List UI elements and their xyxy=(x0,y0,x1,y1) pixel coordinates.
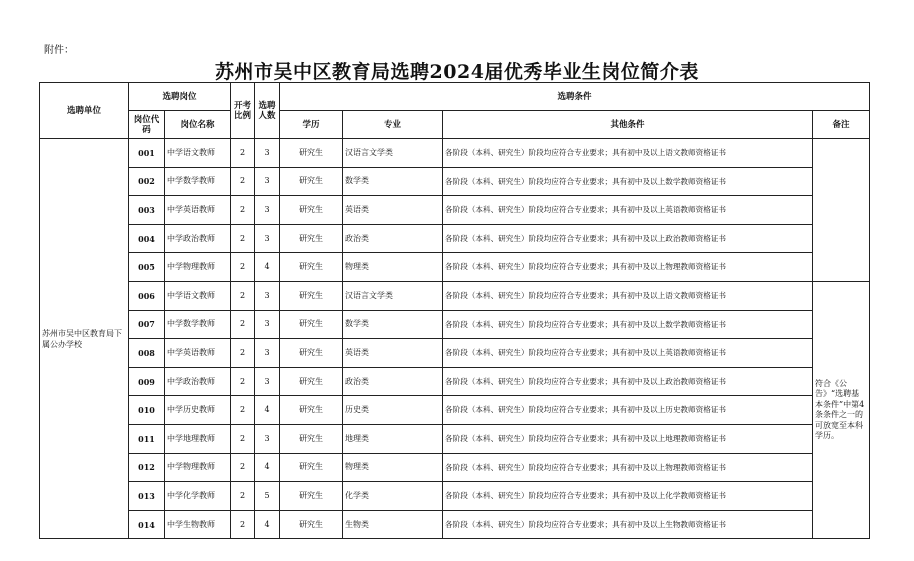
other-conditions-cell: 各阶段（本科、研究生）阶段均应符合专业要求；具有初中及以上政治教师资格证书 xyxy=(443,224,813,253)
count-cell: 3 xyxy=(255,224,280,253)
post-name-cell: 中学物理教师 xyxy=(165,253,231,282)
major-cell: 英语类 xyxy=(343,339,443,368)
major-cell: 物理类 xyxy=(343,253,443,282)
education-cell: 研究生 xyxy=(280,453,343,482)
education-cell: 研究生 xyxy=(280,310,343,339)
post-name-cell: 中学历史教师 xyxy=(165,396,231,425)
ratio-cell: 2 xyxy=(231,339,255,368)
other-conditions-cell: 各阶段（本科、研究生）阶段均应符合专业要求；具有初中及以上物理教师资格证书 xyxy=(443,453,813,482)
header-row-1 xyxy=(40,83,870,111)
other-conditions-cell: 各阶段（本科、研究生）阶段均应符合专业要求；具有初中及以上物理教师资格证书 xyxy=(443,253,813,282)
major-cell: 地理类 xyxy=(343,424,443,453)
count-cell: 3 xyxy=(255,310,280,339)
other-conditions-cell: 各阶段（本科、研究生）阶段均应符合专业要求；具有初中及以上语文教师资格证书 xyxy=(443,139,813,168)
table-row xyxy=(40,281,870,310)
post-code-cell: 011 xyxy=(129,424,165,453)
table-row xyxy=(40,253,870,282)
count-cell: 4 xyxy=(255,510,280,539)
post-code-cell: 003 xyxy=(129,196,165,225)
table-row xyxy=(40,367,870,396)
post-code-cell: 005 xyxy=(129,253,165,282)
education-cell: 研究生 xyxy=(280,253,343,282)
ratio-cell: 2 xyxy=(231,396,255,425)
remark-cell-empty xyxy=(813,139,870,282)
other-conditions-cell: 各阶段（本科、研究生）阶段均应符合专业要求；具有初中及以上政治教师资格证书 xyxy=(443,367,813,396)
ratio-cell: 2 xyxy=(231,167,255,196)
education-cell: 研究生 xyxy=(280,339,343,368)
major-cell: 生物类 xyxy=(343,510,443,539)
other-conditions-cell: 各阶段（本科、研究生）阶段均应符合专业要求；具有初中及以上生物教师资格证书 xyxy=(443,510,813,539)
major-cell: 化学类 xyxy=(343,482,443,511)
count-cell: 3 xyxy=(255,367,280,396)
major-cell: 数学类 xyxy=(343,167,443,196)
remark-cell: 符合《公告》“选聘基本条件”中第4条条件之一的可放宽至本科学历。 xyxy=(813,281,870,538)
table-row xyxy=(40,424,870,453)
education-cell: 研究生 xyxy=(280,167,343,196)
post-name-cell: 中学地理教师 xyxy=(165,424,231,453)
post-code-cell: 006 xyxy=(129,281,165,310)
post-code-cell: 002 xyxy=(129,167,165,196)
post-code-cell: 010 xyxy=(129,396,165,425)
major-cell: 汉语言文学类 xyxy=(343,281,443,310)
header-ratio: 开考比例 xyxy=(231,83,255,139)
document-title: 苏州市吴中区教育局选聘2024届优秀毕业生岗位简介表 xyxy=(215,61,699,83)
header-unit: 选聘单位 xyxy=(40,83,129,139)
ratio-cell: 2 xyxy=(231,224,255,253)
education-cell: 研究生 xyxy=(280,396,343,425)
ratio-cell: 2 xyxy=(231,281,255,310)
other-conditions-cell: 各阶段（本科、研究生）阶段均应符合专业要求；具有初中及以上数学教师资格证书 xyxy=(443,167,813,196)
other-conditions-cell: 各阶段（本科、研究生）阶段均应符合专业要求；具有初中及以上语文教师资格证书 xyxy=(443,281,813,310)
education-cell: 研究生 xyxy=(280,510,343,539)
major-cell: 英语类 xyxy=(343,196,443,225)
header-education: 学历 xyxy=(280,111,343,139)
post-name-cell: 中学语文教师 xyxy=(165,139,231,168)
major-cell: 汉语言文学类 xyxy=(343,139,443,168)
education-cell: 研究生 xyxy=(280,224,343,253)
count-cell: 4 xyxy=(255,253,280,282)
education-cell: 研究生 xyxy=(280,482,343,511)
count-cell: 3 xyxy=(255,424,280,453)
post-name-cell: 中学化学教师 xyxy=(165,482,231,511)
other-conditions-cell: 各阶段（本科、研究生）阶段均应符合专业要求；具有初中及以上英语教师资格证书 xyxy=(443,339,813,368)
ratio-cell: 2 xyxy=(231,453,255,482)
ratio-cell: 2 xyxy=(231,424,255,453)
ratio-cell: 2 xyxy=(231,367,255,396)
other-conditions-cell: 各阶段（本科、研究生）阶段均应符合专业要求；具有初中及以上数学教师资格证书 xyxy=(443,310,813,339)
header-remark: 备注 xyxy=(813,111,870,139)
other-conditions-cell: 各阶段（本科、研究生）阶段均应符合专业要求；具有初中及以上英语教师资格证书 xyxy=(443,196,813,225)
education-cell: 研究生 xyxy=(280,139,343,168)
table-row xyxy=(40,482,870,511)
post-code-cell: 004 xyxy=(129,224,165,253)
post-code-cell: 014 xyxy=(129,510,165,539)
table-row xyxy=(40,310,870,339)
table-row xyxy=(40,453,870,482)
ratio-cell: 2 xyxy=(231,139,255,168)
header-post-code: 岗位代码 xyxy=(129,111,165,139)
table-body xyxy=(40,139,870,539)
count-cell: 3 xyxy=(255,139,280,168)
post-name-cell: 中学物理教师 xyxy=(165,453,231,482)
post-name-cell: 中学数学教师 xyxy=(165,167,231,196)
header-post-group: 选聘岗位 xyxy=(129,83,231,111)
unit-cell: 苏州市吴中区教育局下属公办学校 xyxy=(40,139,129,539)
count-cell: 4 xyxy=(255,396,280,425)
table-row xyxy=(40,510,870,539)
post-name-cell: 中学语文教师 xyxy=(165,281,231,310)
education-cell: 研究生 xyxy=(280,281,343,310)
post-name-cell: 中学英语教师 xyxy=(165,196,231,225)
education-cell: 研究生 xyxy=(280,424,343,453)
post-code-cell: 012 xyxy=(129,453,165,482)
major-cell: 历史类 xyxy=(343,396,443,425)
major-cell: 政治类 xyxy=(343,224,443,253)
ratio-cell: 2 xyxy=(231,310,255,339)
post-name-cell: 中学英语教师 xyxy=(165,339,231,368)
header-count: 选聘人数 xyxy=(255,83,280,139)
count-cell: 3 xyxy=(255,281,280,310)
header-row-2 xyxy=(40,111,870,139)
education-cell: 研究生 xyxy=(280,196,343,225)
post-name-cell: 中学政治教师 xyxy=(165,367,231,396)
count-cell: 3 xyxy=(255,196,280,225)
ratio-cell: 2 xyxy=(231,253,255,282)
post-code-cell: 007 xyxy=(129,310,165,339)
header-conditions: 选聘条件 xyxy=(280,83,870,111)
ratio-cell: 2 xyxy=(231,510,255,539)
other-conditions-cell: 各阶段（本科、研究生）阶段均应符合专业要求；具有初中及以上化学教师资格证书 xyxy=(443,482,813,511)
header-major: 专业 xyxy=(343,111,443,139)
post-name-cell: 中学生物教师 xyxy=(165,510,231,539)
count-cell: 4 xyxy=(255,453,280,482)
count-cell: 3 xyxy=(255,339,280,368)
ratio-cell: 2 xyxy=(231,196,255,225)
major-cell: 物理类 xyxy=(343,453,443,482)
positions-table xyxy=(39,82,870,539)
post-code-cell: 009 xyxy=(129,367,165,396)
post-code-cell: 013 xyxy=(129,482,165,511)
header-post-name: 岗位名称 xyxy=(165,111,231,139)
education-cell: 研究生 xyxy=(280,367,343,396)
table-row xyxy=(40,167,870,196)
major-cell: 数学类 xyxy=(343,310,443,339)
attachment-label: 附件： xyxy=(44,45,74,56)
count-cell: 3 xyxy=(255,167,280,196)
other-conditions-cell: 各阶段（本科、研究生）阶段均应符合专业要求；具有初中及以上地理教师资格证书 xyxy=(443,424,813,453)
post-name-cell: 中学数学教师 xyxy=(165,310,231,339)
table-row xyxy=(40,196,870,225)
table-row xyxy=(40,396,870,425)
table-row xyxy=(40,139,870,168)
post-code-cell: 008 xyxy=(129,339,165,368)
table-row xyxy=(40,224,870,253)
major-cell: 政治类 xyxy=(343,367,443,396)
post-name-cell: 中学政治教师 xyxy=(165,224,231,253)
post-code-cell: 001 xyxy=(129,139,165,168)
table-row xyxy=(40,339,870,368)
other-conditions-cell: 各阶段（本科、研究生）阶段均应符合专业要求；具有初中及以上历史教师资格证书 xyxy=(443,396,813,425)
ratio-cell: 2 xyxy=(231,482,255,511)
header-other: 其他条件 xyxy=(443,111,813,139)
count-cell: 5 xyxy=(255,482,280,511)
